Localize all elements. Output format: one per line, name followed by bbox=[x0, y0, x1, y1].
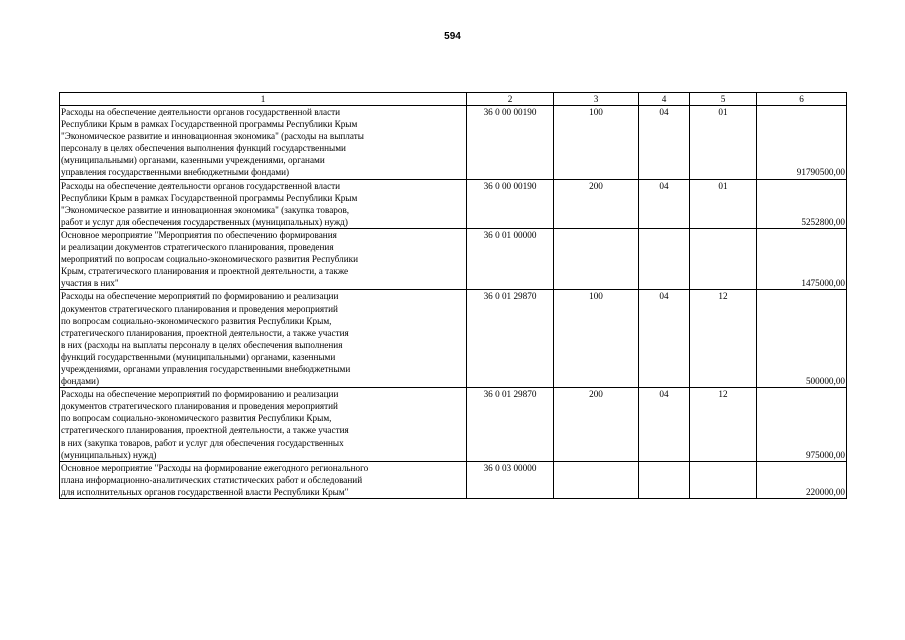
row-description: Основное мероприятие "Мероприятия по обеспечению формирования и реализации документов стратегического планирования, проведения мероприятий по вопросам социально-экономического развития Республики Крым, стратегического планирования и проектной деятельности, а также участия в них" bbox=[60, 228, 467, 289]
row-section bbox=[639, 228, 690, 289]
row-section: 04 bbox=[639, 106, 690, 180]
row-expense-type bbox=[554, 228, 639, 289]
row-target-article: 36 0 01 00000 bbox=[467, 228, 554, 289]
row-target-article: 36 0 03 00000 bbox=[467, 461, 554, 498]
row-subsection: 12 bbox=[690, 388, 757, 462]
row-amount: 1475000,00 bbox=[757, 228, 847, 289]
table-row bbox=[60, 290, 847, 388]
row-section: 04 bbox=[639, 388, 690, 462]
row-subsection: 01 bbox=[690, 106, 757, 180]
table-row bbox=[60, 179, 847, 228]
table-row bbox=[60, 228, 847, 289]
row-expense-type: 200 bbox=[554, 179, 639, 228]
column-header-5: 5 bbox=[690, 93, 757, 106]
row-target-article: 36 0 00 00190 bbox=[467, 106, 554, 180]
row-subsection: 01 bbox=[690, 179, 757, 228]
row-section bbox=[639, 461, 690, 498]
row-amount: 220000,00 bbox=[757, 461, 847, 498]
row-amount: 500000,00 bbox=[757, 290, 847, 388]
row-description: Расходы на обеспечение деятельности органов государственной власти Республики Крым в рамках Государственной программы Республики Крым "Экономическое развитие и инновационная экономика" (закупка товаров, работ и услуг для обеспечения государственных (муниципальных) нужд) bbox=[60, 179, 467, 228]
row-amount: 975000,00 bbox=[757, 388, 847, 462]
row-expense-type: 100 bbox=[554, 290, 639, 388]
column-header-1: 1 bbox=[60, 93, 467, 106]
page-number: 594 bbox=[444, 31, 461, 42]
row-description: Расходы на обеспечение мероприятий по формированию и реализации документов стратегического планирования и проведения мероприятий по вопросам социально-экономического развития Республики Крым, стратегического планирования, проектной деятельности, а также участия в них (закупка товаров, работ и услуг для обеспечения государственных (муниципальных) нужд) bbox=[60, 388, 467, 462]
column-header-2: 2 bbox=[467, 93, 554, 106]
row-expense-type: 100 bbox=[554, 106, 639, 180]
row-expense-type: 200 bbox=[554, 388, 639, 462]
row-target-article: 36 0 01 29870 bbox=[467, 290, 554, 388]
row-subsection bbox=[690, 461, 757, 498]
column-header-4: 4 bbox=[639, 93, 690, 106]
row-description: Расходы на обеспечение мероприятий по формированию и реализации документов стратегического планирования и проведения мероприятий по вопросам социально-экономического развития Республики Крым, стратегического планирования, проектной деятельности, а также участия в них (расходы на выплаты персоналу в целях обеспечения выполнения функций государственными (муниципальными) органами, казенными учреждениями, органами управления государственными внебюджетными фондами) bbox=[60, 290, 467, 388]
column-header-6: 6 bbox=[757, 93, 847, 106]
table-row bbox=[60, 461, 847, 498]
row-subsection: 12 bbox=[690, 290, 757, 388]
row-section: 04 bbox=[639, 290, 690, 388]
row-target-article: 36 0 00 00190 bbox=[467, 179, 554, 228]
header-row bbox=[60, 93, 847, 106]
row-description: Основное мероприятие "Расходы на формирование ежегодного регионального плана информационно-аналитических статистических работ и обследований для исполнительных органов государственной власти Республики Крым" bbox=[60, 461, 467, 498]
column-header-3: 3 bbox=[554, 93, 639, 106]
row-description: Расходы на обеспечение деятельности органов государственной власти Республики Крым в рамках Государственной программы Республики Крым "Экономическое развитие и инновационная экономика" (расходы на выплаты персоналу в целях обеспечения выполнения функций государственными (муниципальными) органами, казенными учреждениями, органами управления государственными внебюджетными фондами) bbox=[60, 106, 467, 180]
budget-table bbox=[59, 92, 847, 499]
row-target-article: 36 0 01 29870 bbox=[467, 388, 554, 462]
row-section: 04 bbox=[639, 179, 690, 228]
row-subsection bbox=[690, 228, 757, 289]
row-expense-type bbox=[554, 461, 639, 498]
row-amount: 5252800,00 bbox=[757, 179, 847, 228]
table-row bbox=[60, 106, 847, 180]
table-row bbox=[60, 388, 847, 462]
row-amount: 91790500,00 bbox=[757, 106, 847, 180]
